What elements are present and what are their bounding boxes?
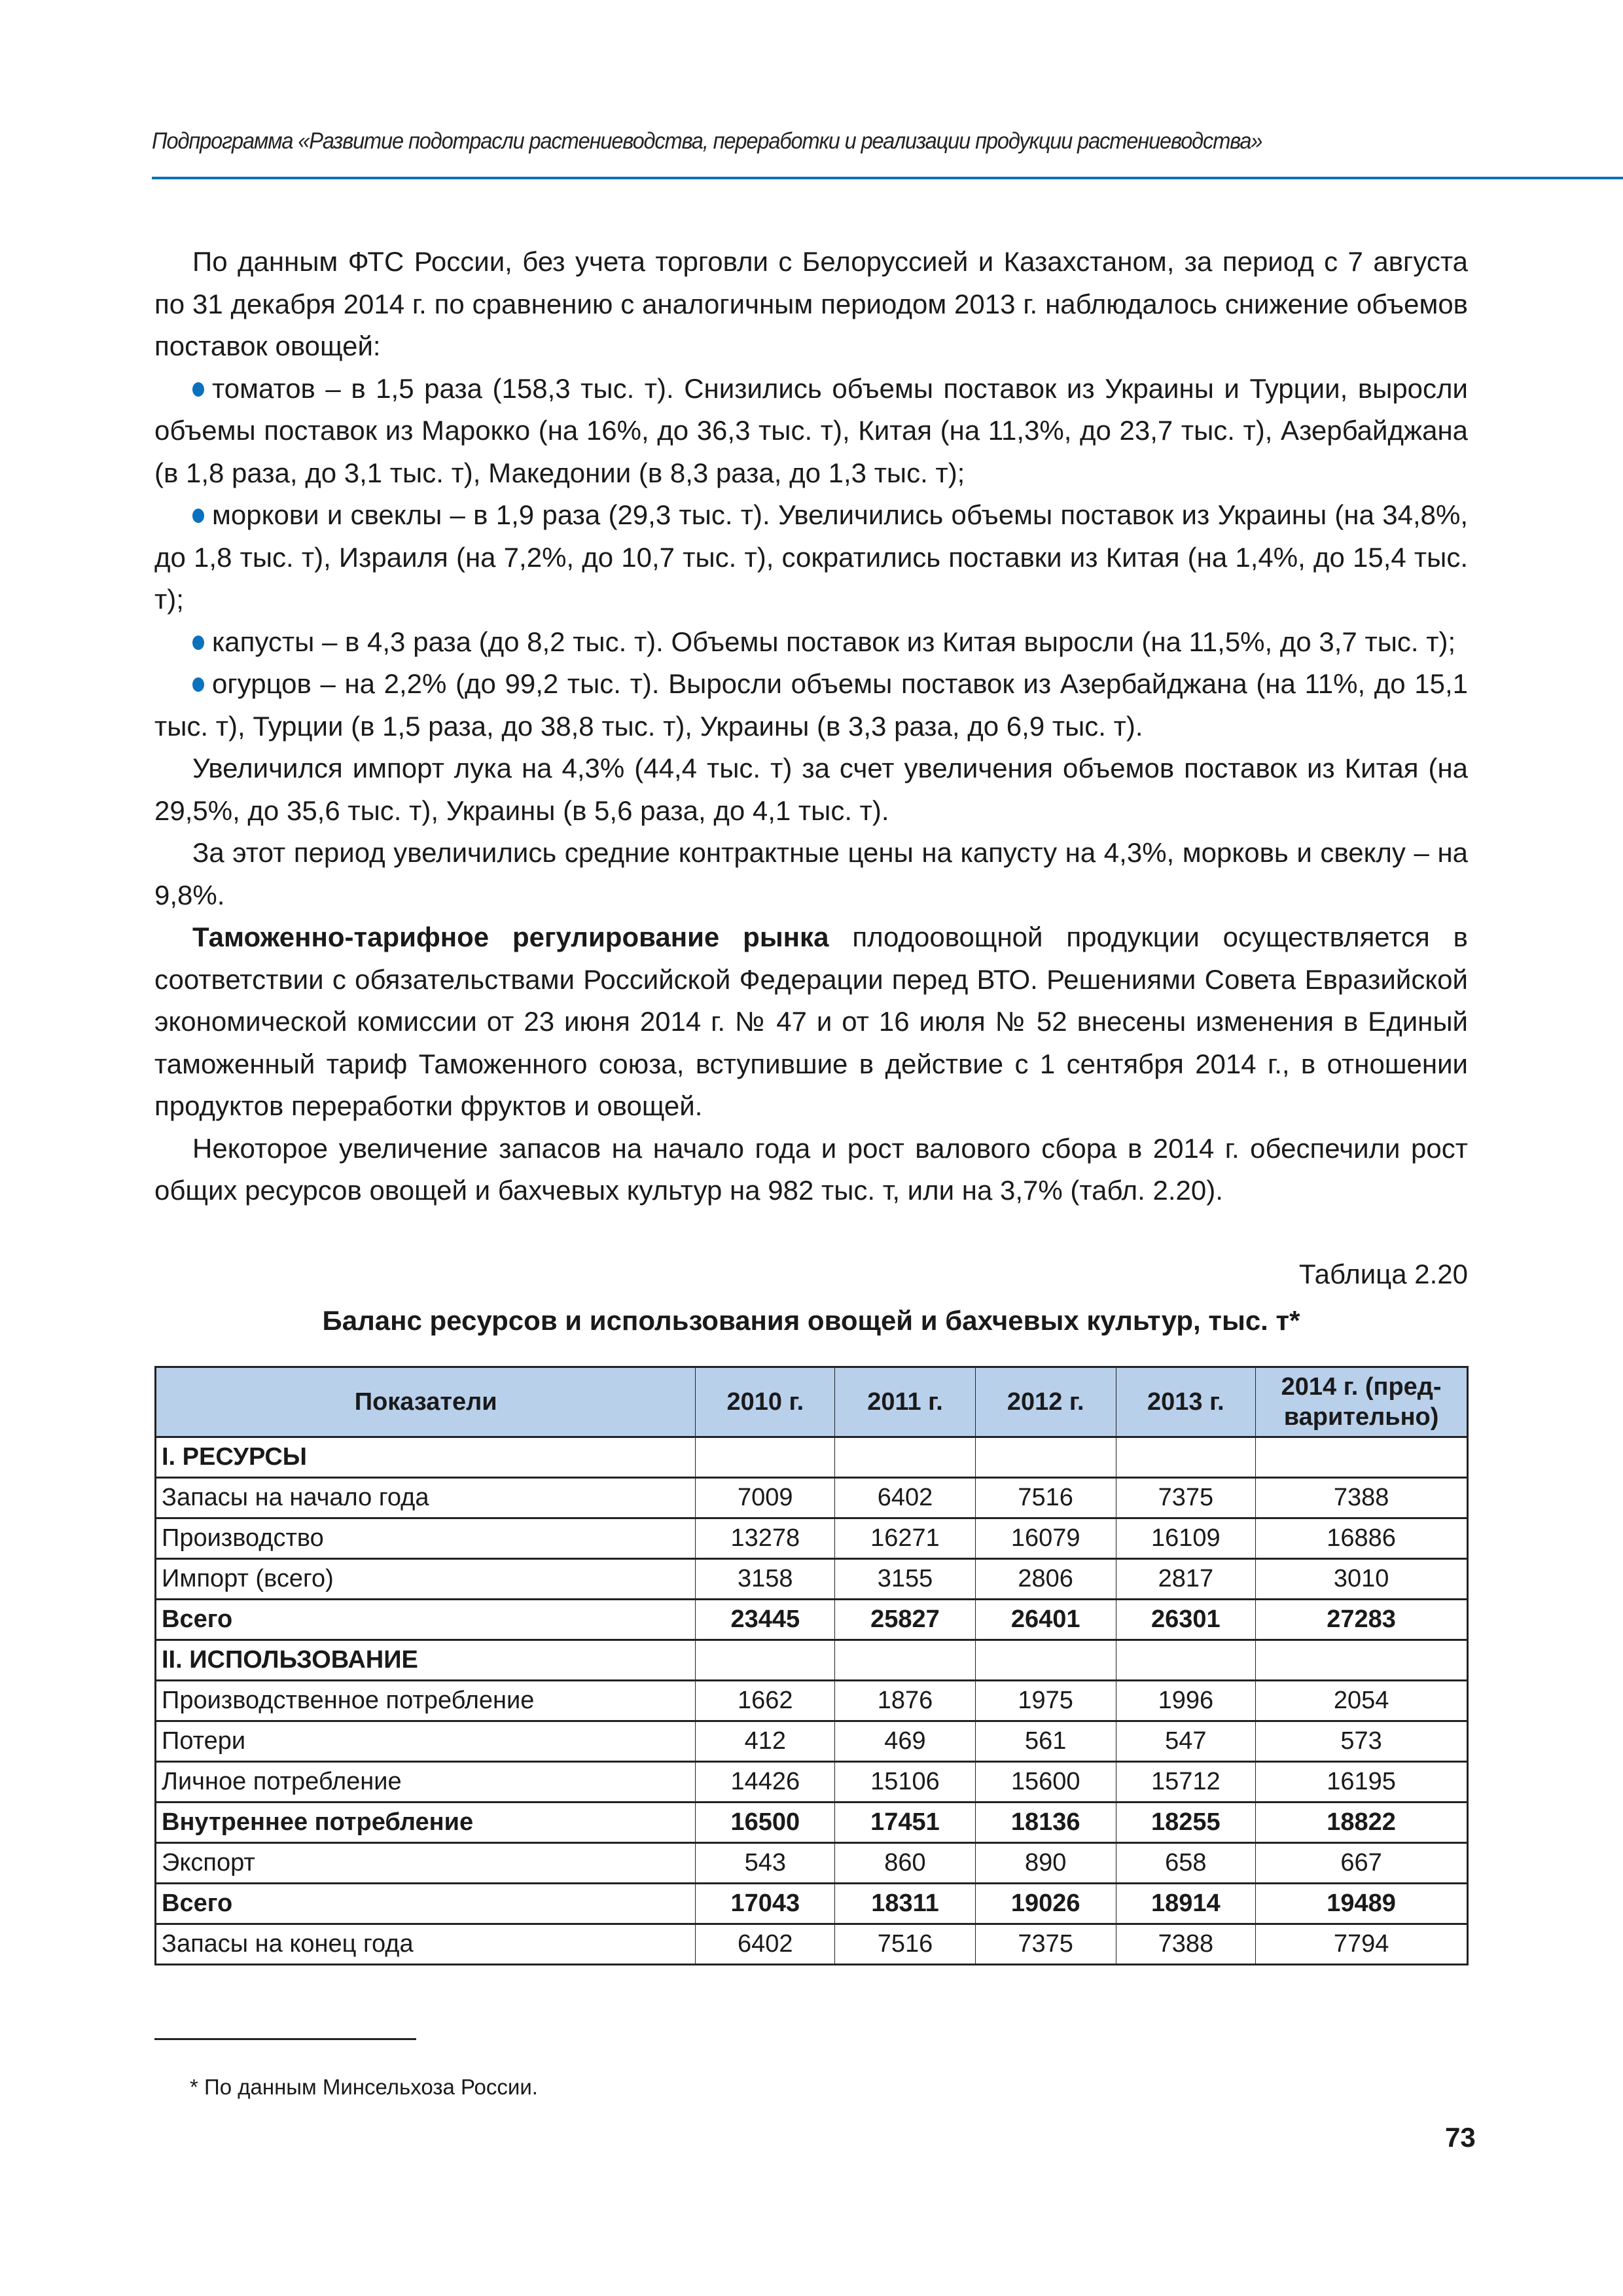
cell-value: 25827: [835, 1600, 976, 1640]
tariff-paragraph-text: плодоовощной продукции осуществляется в соответствии с обязательствами Российской Федерации перед ВТО. Решениями Совета Евразийской экономической комиссии от 23 июня 2014 г. № 47 и от 16 июля № 52 внесены изменения в Единый таможенный тариф Таможенного союза, вступившие в действие с 1 сентября 2014 г., в отношении продуктов переработки фруктов и овощей.: [154, 922, 1468, 1121]
cell-value: 547: [1116, 1721, 1256, 1762]
cell-value: 23445: [696, 1600, 835, 1640]
bullet-item: [154, 494, 1468, 621]
row-label: Запасы на начало года: [156, 1478, 696, 1518]
bullet-item: [154, 663, 1468, 747]
row-label: Всего: [156, 1884, 696, 1924]
table-section-row: [156, 1640, 1468, 1681]
cell-value: 890: [975, 1843, 1116, 1884]
bullet-item: [154, 621, 1468, 664]
bullet-text: капусты – в 4,3 раза (до 8,2 тыс. т). Объемы поставок из Китая выросли (на 11,5%, до 3,7 тыс. т);: [212, 626, 1456, 657]
cell-value: 18136: [975, 1803, 1116, 1843]
footnote: * По данным Минсельхоза России.: [190, 2075, 538, 2099]
cell-value: 15106: [835, 1762, 976, 1803]
cell-value: 18255: [1116, 1803, 1256, 1843]
cell-value: 3155: [835, 1559, 976, 1600]
cell-value: 15600: [975, 1762, 1116, 1803]
cell-value: [696, 1437, 835, 1478]
cell-value: 2817: [1116, 1559, 1256, 1600]
table-row: [156, 1518, 1468, 1559]
cell-value: [975, 1437, 1116, 1478]
cell-value: 19489: [1256, 1884, 1468, 1924]
cell-value: 26301: [1116, 1600, 1256, 1640]
cell-value: 469: [835, 1721, 976, 1762]
onion-paragraph: Увеличился импорт лука на 4,3% (44,4 тыс. т) за счет увеличения объемов поставок из Китая (на 29,5%, до 35,6 тыс. т), Украины (в 5,6 раза, до 4,1 тыс. т).: [154, 753, 1468, 826]
bullet-dot-icon: [192, 382, 204, 397]
column-header: 2010 г.: [696, 1367, 835, 1437]
cell-value: 17043: [696, 1884, 835, 1924]
cell-value: [1256, 1640, 1468, 1681]
row-label: Импорт (всего): [156, 1559, 696, 1600]
cell-value: 1876: [835, 1681, 976, 1721]
table-row: [156, 1681, 1468, 1721]
header-rule: [152, 177, 1623, 179]
resources-paragraph: Некоторое увеличение запасов на начало года и рост валового сбора в 2014 г. обеспечили рост общих ресурсов овощей и бахчевых культур на 982 тыс. т, или на 3,7% (табл. 2.20).: [154, 1132, 1468, 1206]
cell-value: 7009: [696, 1478, 835, 1518]
cell-value: 7794: [1256, 1924, 1468, 1965]
cell-value: 7375: [1116, 1478, 1256, 1518]
cell-value: [1256, 1437, 1468, 1478]
bullet-text: огурцов – на 2,2% (до 99,2 тыс. т). Выросли объемы поставок из Азербайджана (на 11%, до 15,1 тыс. т), Турции (в 1,5 раза, до 38,8 тыс. т), Украины (в 3,3 раза, до 6,9 тыс. т).: [154, 668, 1468, 742]
cell-value: 2806: [975, 1559, 1116, 1600]
tariff-paragraph-lead: Таможенно-тарифное регулирование рынка: [192, 922, 829, 952]
cell-value: 3010: [1256, 1559, 1468, 1600]
footnote-rule: [154, 2038, 416, 2040]
cell-value: 18914: [1116, 1884, 1256, 1924]
cell-value: 19026: [975, 1884, 1116, 1924]
cell-value: 15712: [1116, 1762, 1256, 1803]
column-header: 2012 г.: [975, 1367, 1116, 1437]
cell-value: 1996: [1116, 1681, 1256, 1721]
row-label: Экспорт: [156, 1843, 696, 1884]
column-header: Показатели: [156, 1367, 696, 1437]
cell-value: 7388: [1256, 1478, 1468, 1518]
row-label: II. ИСПОЛЬЗОВАНИЕ: [156, 1640, 696, 1681]
tariff-paragraph: [154, 916, 1468, 1128]
cell-value: 16195: [1256, 1762, 1468, 1803]
cell-value: [1116, 1437, 1256, 1478]
table-row: [156, 1478, 1468, 1518]
table-row: [156, 1559, 1468, 1600]
row-label: Потери: [156, 1721, 696, 1762]
cell-value: 7516: [975, 1478, 1116, 1518]
table-section-row: [156, 1437, 1468, 1478]
cell-value: 6402: [696, 1924, 835, 1965]
cell-value: 573: [1256, 1721, 1468, 1762]
cell-value: 27283: [1256, 1600, 1468, 1640]
cell-value: 16500: [696, 1803, 835, 1843]
cell-value: 14426: [696, 1762, 835, 1803]
cell-value: 658: [1116, 1843, 1256, 1884]
cell-value: 860: [835, 1843, 976, 1884]
cell-value: 667: [1256, 1843, 1468, 1884]
row-label: Производство: [156, 1518, 696, 1559]
table-row: [156, 1721, 1468, 1762]
cell-value: 7375: [975, 1924, 1116, 1965]
cell-value: 16886: [1256, 1518, 1468, 1559]
row-label: Всего: [156, 1600, 696, 1640]
bullet-dot-icon: [192, 636, 204, 650]
cell-value: [835, 1437, 976, 1478]
table-row: [156, 1924, 1468, 1965]
cell-value: 412: [696, 1721, 835, 1762]
cell-value: 13278: [696, 1518, 835, 1559]
cell-value: 7388: [1116, 1924, 1256, 1965]
intro-paragraph: По данным ФТС России, без учета торговли с Белоруссией и Казахстаном, за период с 7 августа по 31 декабря 2014 г. по сравнению с аналогичным периодом 2013 г. наблюдалось снижение объемов поставок овощей:: [154, 246, 1468, 361]
table-total-row: [156, 1600, 1468, 1640]
cell-value: 16271: [835, 1518, 976, 1559]
cell-value: 3158: [696, 1559, 835, 1600]
cell-value: 26401: [975, 1600, 1116, 1640]
row-label: Личное потребление: [156, 1762, 696, 1803]
running-title: Подпрограмма «Развитие подотрасли растениеводства, переработки и реализации продукции растениеводства»: [152, 128, 1262, 154]
column-header: 2013 г.: [1116, 1367, 1256, 1437]
body-text: [154, 241, 1468, 1212]
table-title: Баланс ресурсов и использования овощей и бахчевых культур, тыс. т*: [322, 1305, 1300, 1336]
bullet-text: моркови и свеклы – в 1,9 раза (29,3 тыс. т). Увеличились объемы поставок из Украины (на 34,8%, до 1,8 тыс. т), Израиля (на 7,2%, до 10,7 тыс. т), сократились поставки из Китая (на 1,4%, до 15,4 тыс. т);: [154, 499, 1468, 615]
prices-paragraph: За этот период увеличились средние контрактные цены на капусту на 4,3%, морковь и свеклу – на 9,8%.: [154, 837, 1468, 910]
table-header-row: [156, 1367, 1468, 1437]
balance-table: [154, 1366, 1469, 1965]
table-body: [156, 1437, 1468, 1965]
bullet-dot-icon: [192, 677, 204, 692]
cell-value: 16109: [1116, 1518, 1256, 1559]
column-header: 2011 г.: [835, 1367, 976, 1437]
table-row: [156, 1762, 1468, 1803]
cell-value: 7516: [835, 1924, 976, 1965]
cell-value: 18822: [1256, 1803, 1468, 1843]
page-number: 73: [1445, 2122, 1476, 2153]
row-label: Запасы на конец года: [156, 1924, 696, 1965]
cell-value: [696, 1640, 835, 1681]
column-header: 2014 г. (пред-варительно): [1256, 1367, 1468, 1437]
cell-value: [835, 1640, 976, 1681]
table-total-row: [156, 1884, 1468, 1924]
cell-value: 561: [975, 1721, 1116, 1762]
table-total-row: [156, 1803, 1468, 1843]
row-label: I. РЕСУРСЫ: [156, 1437, 696, 1478]
cell-value: 1662: [696, 1681, 835, 1721]
cell-value: 17451: [835, 1803, 976, 1843]
cell-value: 6402: [835, 1478, 976, 1518]
row-label: Производственное потребление: [156, 1681, 696, 1721]
bullet-dot-icon: [192, 509, 204, 523]
cell-value: 16079: [975, 1518, 1116, 1559]
cell-value: 2054: [1256, 1681, 1468, 1721]
table-number: Таблица 2.20: [1298, 1259, 1468, 1289]
cell-value: 543: [696, 1843, 835, 1884]
cell-value: [1116, 1640, 1256, 1681]
cell-value: [975, 1640, 1116, 1681]
table-row: [156, 1843, 1468, 1884]
bullet-text: томатов – в 1,5 раза (158,3 тыс. т). Снизились объемы поставок из Украины и Турции, выросли объемы поставок из Марокко (на 16%, до 36,3 тыс. т), Китая (на 11,3%, до 23,7 тыс. т), Азербайджана (в 1,8 раза, до 3,1 тыс. т), Македонии (в 8,3 раза, до 1,3 тыс. т);: [154, 372, 1468, 488]
cell-value: 18311: [835, 1884, 976, 1924]
row-label: Внутреннее потребление: [156, 1803, 696, 1843]
bullet-item: [154, 368, 1468, 495]
cell-value: 1975: [975, 1681, 1116, 1721]
